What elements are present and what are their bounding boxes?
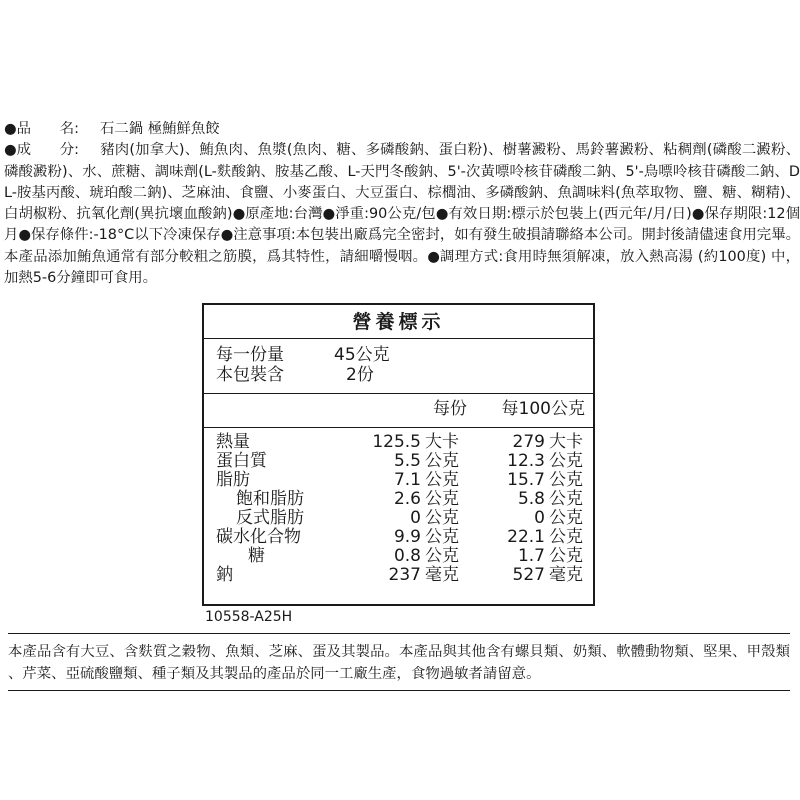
- per-serving-value: [394, 471, 459, 490]
- per-100g-number: 5.8: [517, 489, 545, 509]
- per-100g-value: [518, 490, 583, 509]
- per-100g-value: [507, 471, 583, 490]
- nutrition-row: [204, 471, 593, 490]
- per-serving-unit: 公克: [425, 451, 459, 471]
- per-serving-value: [389, 566, 459, 585]
- per-100g-unit: 公克: [549, 470, 583, 490]
- product-name-value: 石二鍋 極鮪鮮魚餃: [100, 121, 220, 137]
- serving-size-label: 每一份量: [216, 345, 284, 365]
- serving-size-row: [216, 345, 390, 365]
- per-serving-unit: 大卡: [425, 432, 459, 452]
- per-100g-number: 15.7: [507, 470, 545, 490]
- nutrition-row: [204, 566, 593, 585]
- nutrient-name: 脂肪: [216, 470, 250, 490]
- per-100g-unit: 公克: [549, 489, 583, 509]
- column-header-per-serving: 每份: [433, 399, 467, 419]
- per-serving-unit: 毫克: [425, 565, 459, 585]
- per-serving-number: 2.6: [393, 489, 421, 509]
- per-serving-unit: 公克: [425, 470, 459, 490]
- divider: [8, 633, 790, 634]
- per-serving-number: 237: [388, 565, 421, 585]
- per-100g-number: 12.3: [507, 451, 545, 471]
- per-100g-number: 1.7: [517, 546, 545, 566]
- per-100g-value: [513, 566, 583, 585]
- nutrient-name: 糖: [248, 546, 265, 566]
- per-100g-unit: 公克: [549, 508, 583, 528]
- per-100g-unit: 公克: [549, 527, 583, 547]
- nutrition-row: [204, 528, 593, 547]
- per-100g-number: 0: [534, 508, 545, 528]
- per-serving-unit: 公克: [425, 527, 459, 547]
- per-serving-value: [394, 528, 459, 547]
- divider: [8, 690, 790, 691]
- servings-value: 2份: [346, 365, 374, 385]
- per-serving-value: [394, 547, 459, 566]
- product-details-text: ●原產地:台灣●淨重:90公克/包●有效日期:標示於包裝上(西元年/月/日)●保存期限:12個月●保存條件:-18°C以下冷凍保存●注意事項:本包裝出廠爲完全密封，如有發生破損請聯絡本公司。開封後請儘速食用完畢。本產品添加鮪魚通常有部分較粗之筋膜，爲其特性，請細嚼慢咽。●調理方式:食用時無須解凍，放入熱高湯 (約100度) 中，加熱5-6分鐘即可食用。: [4, 206, 800, 287]
- per-100g-unit: 公克: [549, 546, 583, 566]
- per-serving-unit: 公克: [425, 546, 459, 566]
- per-serving-unit: 公克: [425, 508, 459, 528]
- nutrition-rows: [204, 433, 593, 585]
- product-code: 10558-A25H: [205, 609, 293, 625]
- per-serving-number: 0.8: [393, 546, 421, 566]
- product-name-label: 品 名:: [16, 121, 79, 137]
- ingredients-paragraph: [4, 140, 800, 289]
- per-100g-unit: 毫克: [549, 565, 583, 585]
- serving-size-value: 45公克: [334, 345, 390, 365]
- per-serving-number: 125.5: [372, 432, 421, 452]
- product-info: [4, 119, 800, 289]
- nutrient-name: 鈉: [216, 565, 233, 585]
- per-100g-unit: 大卡: [549, 432, 583, 452]
- per-serving-value: [394, 490, 459, 509]
- per-100g-value: [518, 547, 583, 566]
- nutrient-name: 飽和脂肪: [236, 489, 304, 509]
- nutrition-row: [204, 452, 593, 471]
- nutrient-name: 反式脂肪: [236, 508, 304, 528]
- ingredients-text: 豬肉(加拿大)、鮪魚肉、魚漿(魚肉、糖、多磷酸鈉、蛋白粉)、樹薯澱粉、馬鈴薯澱粉、粘稠劑(磷酸二澱粉、磷酸澱粉)、水、蔗糖、調味劑(L-麩酸鈉、胺基乙酸、L-天門冬酸鈉、5'-次黃嘌呤核苷磷酸二鈉、5'-鳥嘌呤核苷磷酸二鈉、DL-胺基丙酸、琥珀酸二鈉)、芝麻油、食鹽、小麥蛋白、大豆蛋白、棕櫚油、多磷酸鈉、魚調味料(魚萃取物、鹽、糖、糊精)、白胡椒粉、抗氧化劑(異抗壞血酸鈉): [4, 142, 800, 223]
- nutrition-title: 營養標示: [204, 305, 593, 339]
- per-serving-value: [372, 433, 459, 452]
- product-name-line: [4, 119, 800, 140]
- nutrition-row: [204, 547, 593, 566]
- per-100g-value: [507, 528, 583, 547]
- nutrient-name: 熱量: [216, 432, 250, 452]
- per-100g-number: 22.1: [507, 527, 545, 547]
- allergen-notice: 本產品含有大豆、含麩質之穀物、魚類、芝麻、蛋及其製品。本產品與其他含有螺貝類、奶類、軟體動物類、堅果、甲殼類、芹菜、亞硫酸鹽類、種子類及其製品的產品於同一工廠生產，食物過敏者請留意。: [8, 644, 790, 682]
- per-serving-number: 5.5: [393, 451, 421, 471]
- divider: [204, 427, 593, 428]
- bullet: ●: [4, 142, 17, 159]
- column-header-per-100g: 每100公克: [501, 399, 585, 419]
- divider: [204, 393, 593, 394]
- nutrition-table: [202, 303, 595, 606]
- per-100g-unit: 公克: [549, 451, 583, 471]
- product-name-key: [4, 119, 100, 140]
- nutrition-row: [204, 433, 593, 452]
- bullet: ●: [4, 121, 17, 137]
- ingredients-label: 成 分:: [16, 142, 79, 159]
- per-serving-value: [410, 509, 459, 528]
- servings-row: [216, 365, 390, 385]
- per-serving-number: 7.1: [393, 470, 421, 490]
- nutrient-name: 碳水化合物: [216, 527, 301, 547]
- servings-label: 本包裝含: [216, 365, 284, 385]
- nutrition-row: [204, 490, 593, 509]
- per-serving-number: 0: [410, 508, 421, 528]
- per-100g-number: 527: [512, 565, 545, 585]
- per-100g-number: 279: [512, 432, 545, 452]
- per-100g-value: [507, 452, 583, 471]
- per-serving-number: 9.9: [393, 527, 421, 547]
- per-serving-unit: 公克: [425, 489, 459, 509]
- nutrient-name: 蛋白質: [216, 451, 267, 471]
- ingredients-key: [4, 140, 100, 161]
- per-serving-value: [394, 452, 459, 471]
- nutrition-row: [204, 509, 593, 528]
- per-100g-value: [534, 509, 583, 528]
- serving-info: [216, 345, 390, 385]
- per-100g-value: [513, 433, 583, 452]
